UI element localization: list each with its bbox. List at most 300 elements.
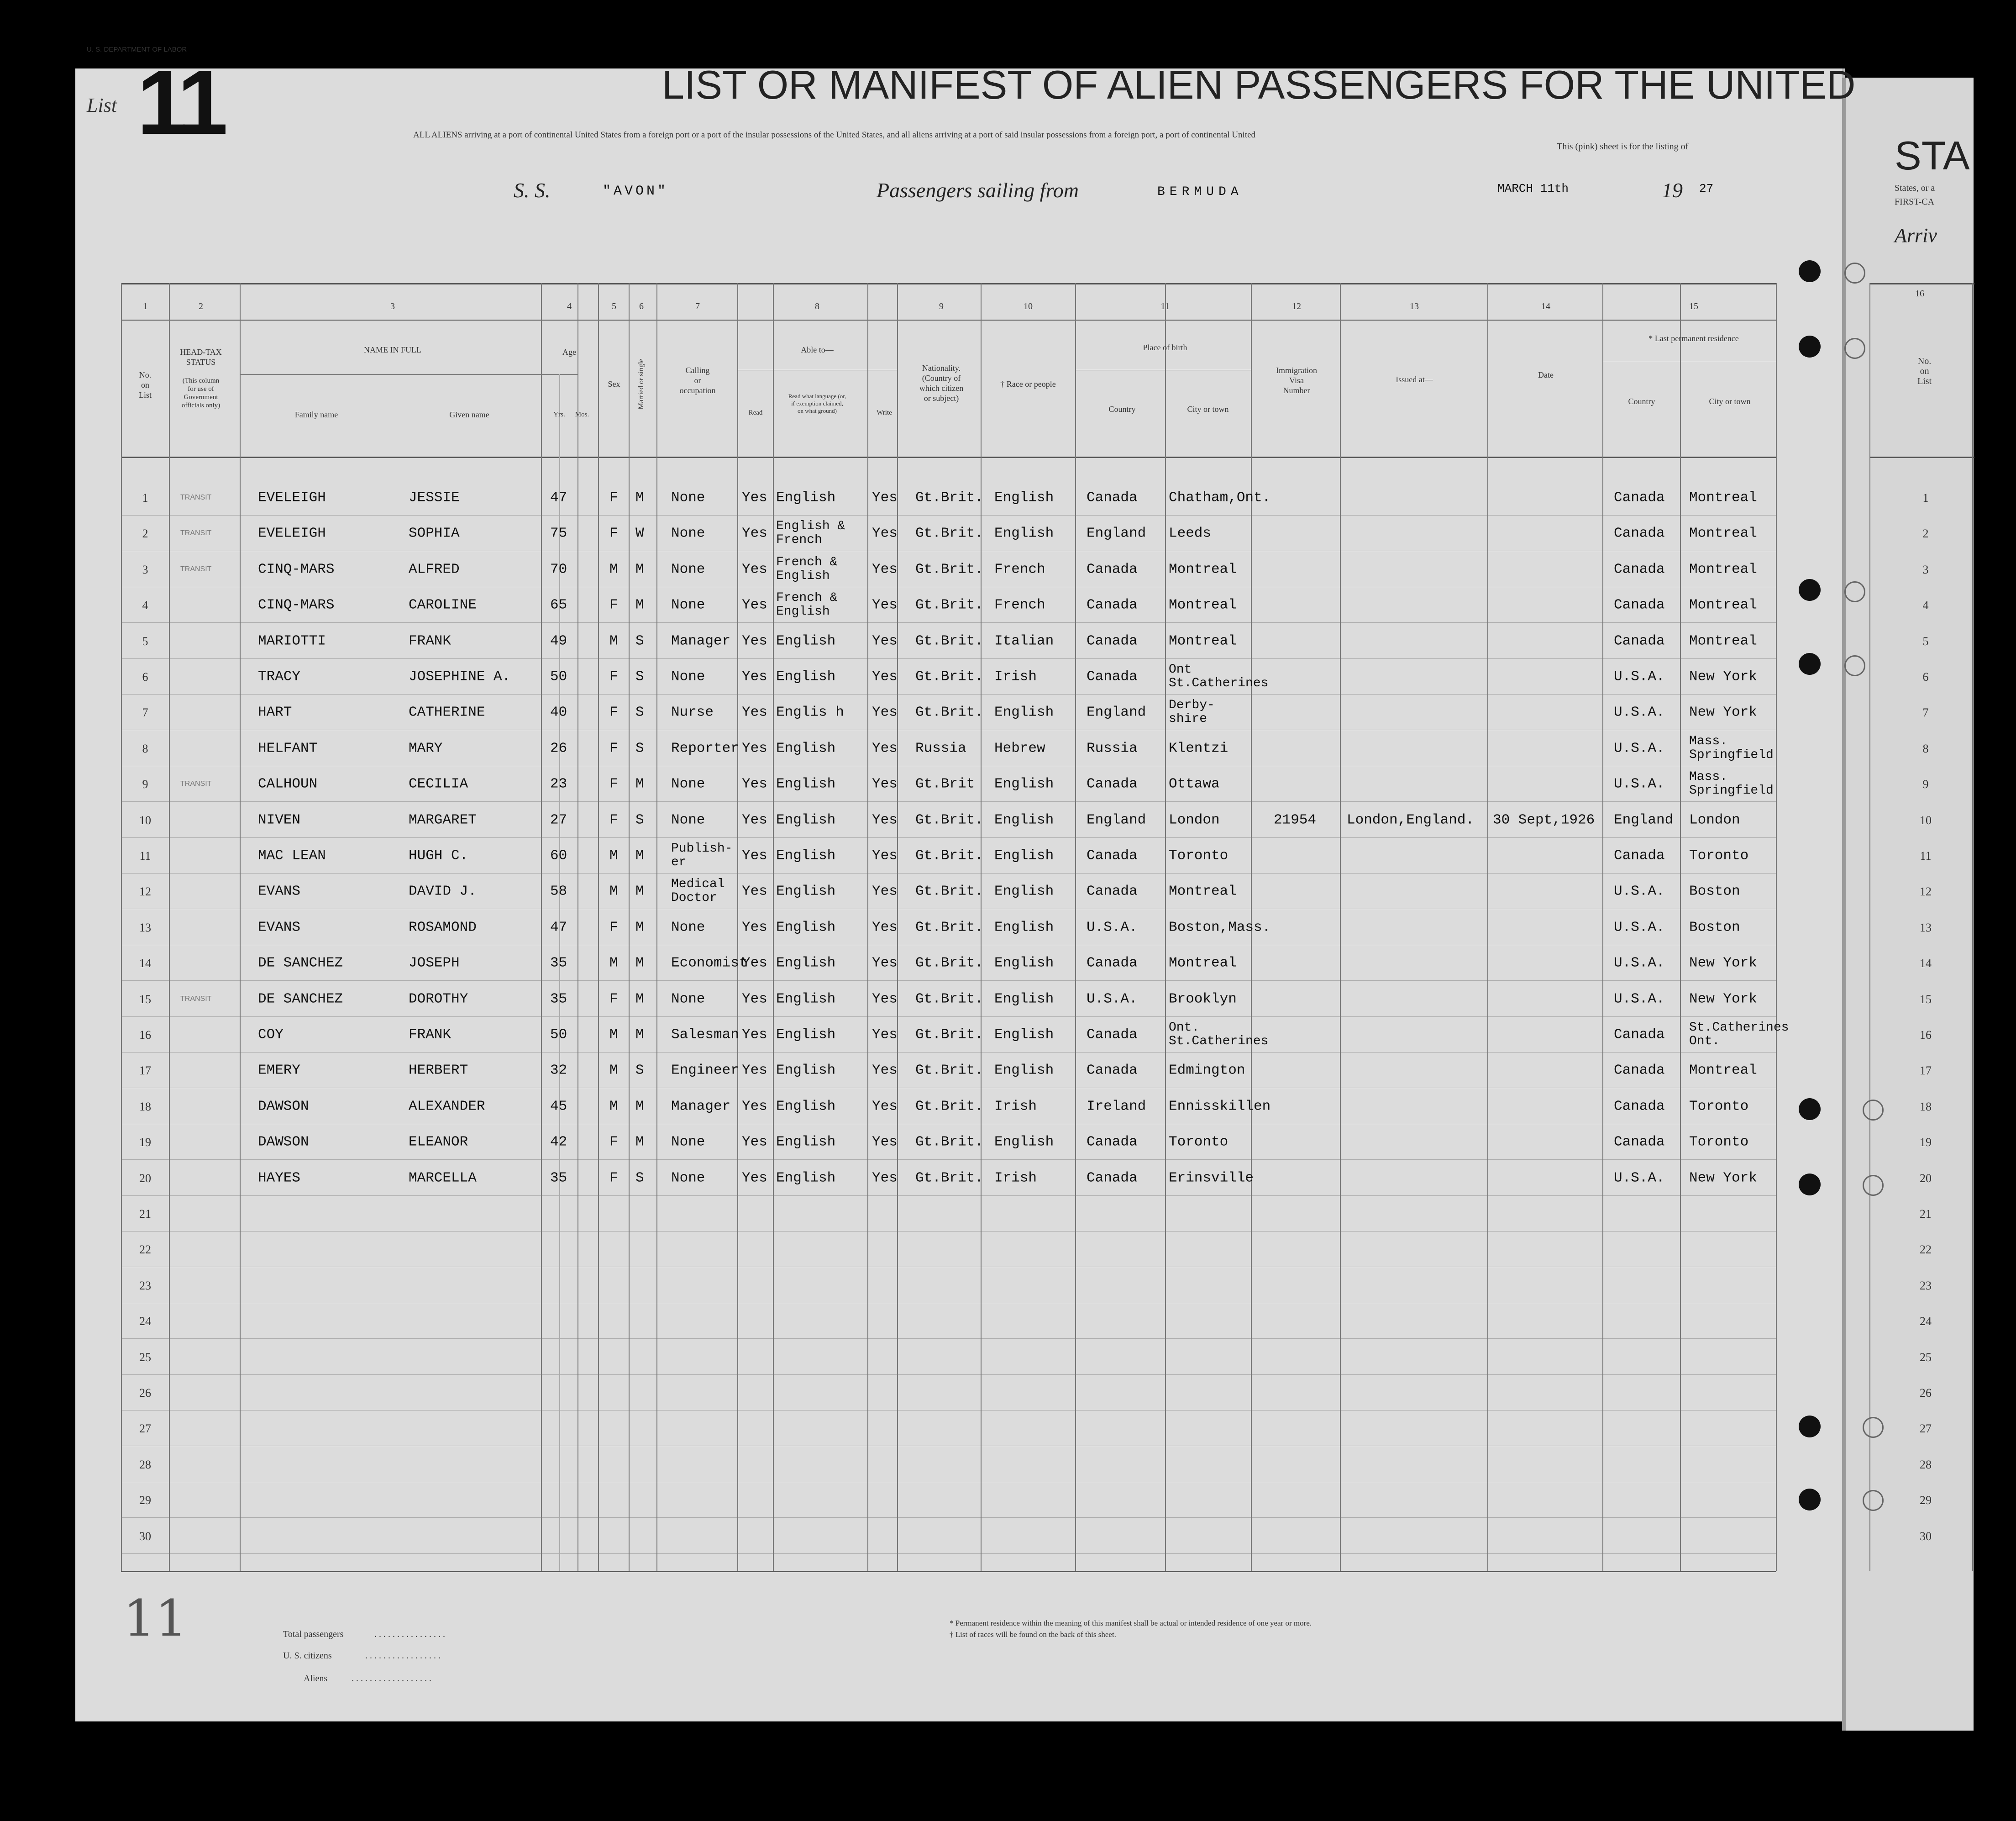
marital-status-cell: S xyxy=(635,1170,644,1186)
read-cell: Yes xyxy=(742,919,767,936)
column-rule xyxy=(541,283,542,1571)
row-number: 18 xyxy=(139,1100,151,1113)
language-cell: English xyxy=(776,740,836,757)
column-number: 3 xyxy=(390,301,395,311)
age-cell: 47 xyxy=(550,919,567,936)
marital-status-cell: M xyxy=(635,597,644,613)
birth-city-cell: Klentzi xyxy=(1169,740,1228,757)
hdr-name-in-full: NAME IN FULL xyxy=(364,345,421,354)
punch-hole-ring xyxy=(1844,338,1865,359)
residence-country-cell: England xyxy=(1614,812,1674,828)
column-rule xyxy=(1075,283,1076,1571)
punch-hole-ring xyxy=(1863,1175,1884,1196)
sex-cell: M xyxy=(609,1062,618,1079)
occupation-cell: Nurse xyxy=(671,704,714,721)
race-cell: English xyxy=(994,919,1054,936)
hdr-sex: Sex xyxy=(608,379,620,389)
residence-city-cell: New York xyxy=(1689,704,1757,721)
list-number: 11 xyxy=(137,52,223,153)
hdr-visa: Immigration Visa Number xyxy=(1276,366,1317,395)
family-name-cell: HART xyxy=(258,704,292,721)
given-name-cell: CECILIA xyxy=(409,776,468,792)
residence-country-cell: Canada xyxy=(1614,1098,1665,1115)
birth-country-cell: Canada xyxy=(1087,1026,1138,1043)
us-citizens-label: U. S. citizens xyxy=(283,1651,332,1661)
hdr-no-on-list: No. on List xyxy=(138,370,152,400)
aliens-label: Aliens xyxy=(304,1674,328,1684)
punch-hole-ring xyxy=(1844,263,1865,284)
marital-status-cell: M xyxy=(635,1026,644,1043)
read-cell: Yes xyxy=(742,955,767,971)
row-number: 11 xyxy=(139,849,151,863)
sex-cell: F xyxy=(609,597,618,613)
head-tax-cell: TRANSIT xyxy=(180,529,212,537)
race-cell: Irish xyxy=(994,668,1037,685)
birth-city-cell: Erinsville xyxy=(1169,1170,1254,1186)
given-name-cell: FRANK xyxy=(409,1026,452,1043)
sex-cell: F xyxy=(609,489,618,506)
row-rule xyxy=(121,1374,1776,1375)
column-rule xyxy=(773,283,774,1571)
row-rule xyxy=(121,658,1776,659)
occupation-cell: None xyxy=(671,489,705,506)
ship-prefix: S. S. xyxy=(514,179,551,202)
family-name-cell: CALHOUN xyxy=(258,776,318,792)
birth-country-cell: Canada xyxy=(1087,489,1138,506)
family-name-cell: MAC LEAN xyxy=(258,847,326,864)
family-name-cell: CINQ-MARS xyxy=(258,597,335,613)
subtitle-line-1: ALL ALIENS arriving at a port of continental United States from a foreign port or a port of the insular possessions of the United States, and all aliens arriving at a port of said insular possessions from a foreign port, a port of continental United xyxy=(413,130,1256,140)
punch-hole xyxy=(1799,1098,1821,1120)
write-cell: Yes xyxy=(872,1098,898,1115)
side-row-number: 9 xyxy=(1922,778,1929,791)
punch-hole-ring xyxy=(1863,1490,1884,1511)
birth-city-cell: Montreal xyxy=(1169,883,1237,900)
side-row-number: 6 xyxy=(1922,670,1929,684)
language-cell: English xyxy=(776,1098,836,1115)
read-cell: Yes xyxy=(742,525,767,542)
column-rule xyxy=(1487,283,1488,1571)
residence-country-cell: Canada xyxy=(1614,525,1665,542)
head-tax-cell: TRANSIT xyxy=(180,494,212,501)
hdr-issued-at: Issued at— xyxy=(1396,375,1433,384)
language-cell: English xyxy=(776,489,836,506)
read-cell: Yes xyxy=(742,668,767,685)
residence-city-cell: Mass. Springfield xyxy=(1689,770,1774,798)
given-name-cell: MARY xyxy=(409,740,443,757)
side-row-number: 11 xyxy=(1920,849,1932,863)
punch-hole xyxy=(1799,1489,1821,1510)
row-number: 19 xyxy=(139,1136,151,1149)
birth-country-cell: Ireland xyxy=(1087,1098,1146,1115)
read-cell: Yes xyxy=(742,1134,767,1150)
list-label: List xyxy=(87,94,117,116)
residence-country-cell: Canada xyxy=(1614,1026,1665,1043)
marital-status-cell: M xyxy=(635,1134,644,1150)
footer-dots-2: . . . . . . . . . . . . . . . . . xyxy=(365,1651,441,1661)
given-name-cell: HERBERT xyxy=(409,1062,468,1079)
row-rule xyxy=(121,694,1776,695)
language-cell: English xyxy=(776,919,836,936)
read-cell: Yes xyxy=(742,847,767,864)
hdr-family-name: Family name xyxy=(294,410,338,419)
punch-hole-ring xyxy=(1844,655,1865,676)
read-cell: Yes xyxy=(742,883,767,900)
grid-rule xyxy=(121,320,1776,321)
hdr-res-country: Country xyxy=(1628,397,1655,406)
birth-city-cell: Montreal xyxy=(1169,955,1237,971)
birth-city-cell: Edmington xyxy=(1169,1062,1245,1079)
side-row-number: 28 xyxy=(1920,1458,1932,1471)
sex-cell: F xyxy=(609,704,618,721)
side-page-sub2: FIRST-CA xyxy=(1895,197,1935,207)
birth-city-cell: Montreal xyxy=(1169,561,1237,578)
race-cell: English xyxy=(994,847,1054,864)
birth-country-cell: Canada xyxy=(1087,1170,1138,1186)
page-title: LIST OR MANIFEST OF ALIEN PASSENGERS FOR THE UNITED xyxy=(662,62,1856,107)
given-name-cell: ELEANOR xyxy=(409,1134,468,1150)
ship-name: "AVON" xyxy=(603,184,669,199)
side-row-number: 27 xyxy=(1920,1422,1932,1436)
grid-rule xyxy=(121,457,1776,458)
birth-city-cell: Ont St.Catherines xyxy=(1169,663,1269,690)
residence-country-cell: U.S.A. xyxy=(1614,991,1665,1007)
language-cell: English & French xyxy=(776,519,845,547)
language-cell: French & English xyxy=(776,591,838,619)
nationality-cell: Gt.Brit. xyxy=(915,991,983,1007)
marital-status-cell: S xyxy=(635,812,644,828)
residence-city-cell: London xyxy=(1689,812,1740,828)
side-row-number: 23 xyxy=(1920,1279,1932,1292)
birth-city-cell: Montreal xyxy=(1169,633,1237,649)
given-name-cell: SOPHIA xyxy=(409,525,460,542)
age-cell: 27 xyxy=(550,812,567,828)
residence-country-cell: Canada xyxy=(1614,1134,1665,1150)
punch-hole-ring xyxy=(1844,581,1865,602)
write-cell: Yes xyxy=(872,704,898,721)
row-rule xyxy=(121,1231,1776,1232)
age-cell: 35 xyxy=(550,1170,567,1186)
side-row-number: 30 xyxy=(1920,1529,1932,1543)
sex-cell: F xyxy=(609,776,618,792)
birth-country-cell: Canada xyxy=(1087,1062,1138,1079)
head-tax-cell: TRANSIT xyxy=(180,780,212,788)
language-cell: English xyxy=(776,812,836,828)
marital-status-cell: S xyxy=(635,704,644,721)
race-cell: English xyxy=(994,991,1054,1007)
age-cell: 26 xyxy=(550,740,567,757)
side-row-number: 18 xyxy=(1920,1100,1932,1113)
hdr-yrs: Yrs. xyxy=(553,411,565,418)
nationality-cell: Gt.Brit xyxy=(915,776,975,792)
column-rule xyxy=(559,374,560,1571)
language-cell: English xyxy=(776,1062,836,1079)
row-number: 6 xyxy=(142,670,148,684)
residence-country-cell: U.S.A. xyxy=(1614,668,1665,685)
write-cell: Yes xyxy=(872,633,898,649)
family-name-cell: COY xyxy=(258,1026,284,1043)
sailing-label: Passengers sailing from xyxy=(877,179,1079,202)
write-cell: Yes xyxy=(872,991,898,1007)
occupation-cell: Manager xyxy=(671,633,731,649)
side-row-number: 16 xyxy=(1920,1028,1932,1042)
write-cell: Yes xyxy=(872,847,898,864)
race-cell: English xyxy=(994,525,1054,542)
age-cell: 35 xyxy=(550,991,567,1007)
occupation-cell: Manager xyxy=(671,1098,731,1115)
port-name: BERMUDA xyxy=(1157,185,1243,199)
row-number: 17 xyxy=(139,1064,151,1078)
hdr-write: Write xyxy=(877,409,892,416)
column-rule xyxy=(1340,283,1341,1571)
row-number: 5 xyxy=(142,634,148,648)
race-cell: English xyxy=(994,812,1054,828)
occupation-cell: None xyxy=(671,812,705,828)
language-cell: English xyxy=(776,668,836,685)
nationality-cell: Gt.Brit. xyxy=(915,668,983,685)
race-cell: English xyxy=(994,489,1054,506)
birth-city-cell: Derby- shire xyxy=(1169,698,1215,726)
birth-city-cell: Ont. St.Catherines xyxy=(1169,1021,1269,1048)
given-name-cell: ALEXANDER xyxy=(409,1098,485,1115)
occupation-cell: None xyxy=(671,597,705,613)
column-rule xyxy=(1602,283,1603,1571)
write-cell: Yes xyxy=(872,919,898,936)
language-cell: English xyxy=(776,776,836,792)
marital-status-cell: M xyxy=(635,1098,644,1115)
birth-city-cell: Toronto xyxy=(1169,1134,1228,1150)
subtitle-line-2: This (pink) sheet is for the listing of xyxy=(1557,142,1689,152)
side-row-number: 20 xyxy=(1920,1171,1932,1185)
occupation-cell: None xyxy=(671,776,705,792)
punch-hole xyxy=(1799,260,1821,282)
row-number: 26 xyxy=(139,1386,151,1400)
given-name-cell: ROSAMOND xyxy=(409,919,477,936)
sex-cell: F xyxy=(609,1170,618,1186)
marital-status-cell: M xyxy=(635,847,644,864)
residence-country-cell: Canada xyxy=(1614,489,1665,506)
column-number: 4 xyxy=(567,301,572,311)
residence-city-cell: Toronto xyxy=(1689,847,1749,864)
hdr-birth-country: Country xyxy=(1108,405,1136,414)
row-number: 16 xyxy=(139,1028,151,1042)
family-name-cell: MARIOTTI xyxy=(258,633,326,649)
marital-status-cell: S xyxy=(635,668,644,685)
given-name-cell: MARGARET xyxy=(409,812,477,828)
row-rule xyxy=(121,1553,1776,1554)
age-cell: 70 xyxy=(550,561,567,578)
birth-country-cell: U.S.A. xyxy=(1087,991,1138,1007)
birth-city-cell: Leeds xyxy=(1169,525,1212,542)
write-cell: Yes xyxy=(872,812,898,828)
age-cell: 50 xyxy=(550,1026,567,1043)
residence-country-cell: Canada xyxy=(1614,597,1665,613)
side-row-number: 17 xyxy=(1920,1064,1932,1078)
marital-status-cell: S xyxy=(635,740,644,757)
column-rule xyxy=(656,283,657,1571)
race-cell: French xyxy=(994,561,1045,578)
residence-country-cell: U.S.A. xyxy=(1614,1170,1665,1186)
write-cell: Yes xyxy=(872,955,898,971)
birth-country-cell: Canada xyxy=(1087,597,1138,613)
given-name-cell: JESSIE xyxy=(409,489,460,506)
side-row-number: 22 xyxy=(1920,1243,1932,1257)
hdr-head-tax-note: (This column for use of Government officials only) xyxy=(181,377,220,409)
birth-country-cell: Canada xyxy=(1087,776,1138,792)
year-prefix: 19 xyxy=(1662,179,1683,202)
row-number: 10 xyxy=(139,813,151,827)
family-name-cell: DAWSON xyxy=(258,1098,309,1115)
birth-country-cell: England xyxy=(1087,525,1146,542)
family-name-cell: TRACY xyxy=(258,668,301,685)
side-page-header: No. on List xyxy=(1917,356,1932,386)
residence-country-cell: U.S.A. xyxy=(1614,776,1665,792)
marital-status-cell: M xyxy=(635,489,644,506)
row-rule xyxy=(121,837,1776,838)
residence-city-cell: New York xyxy=(1689,991,1757,1007)
occupation-cell: Salesman xyxy=(671,1026,739,1043)
write-cell: Yes xyxy=(872,668,898,685)
age-cell: 32 xyxy=(550,1062,567,1079)
column-rule xyxy=(737,283,738,1571)
age-cell: 50 xyxy=(550,668,567,685)
column-number: 8 xyxy=(815,301,819,311)
family-name-cell: DE SANCHEZ xyxy=(258,991,343,1007)
side-row-number: 25 xyxy=(1920,1350,1932,1364)
column-number: 2 xyxy=(199,301,203,311)
residence-city-cell: Boston xyxy=(1689,919,1740,936)
residence-country-cell: U.S.A. xyxy=(1614,919,1665,936)
row-rule xyxy=(121,873,1776,874)
residence-country-cell: Canada xyxy=(1614,1062,1665,1079)
residence-city-cell: New York xyxy=(1689,668,1757,685)
residence-city-cell: Mass. Springfield xyxy=(1689,734,1774,762)
nationality-cell: Gt.Brit. xyxy=(915,1098,983,1115)
grid-rule xyxy=(1869,283,1974,284)
write-cell: Yes xyxy=(872,776,898,792)
nationality-cell: Gt.Brit. xyxy=(915,883,983,900)
family-name-cell: EVANS xyxy=(258,919,301,936)
sex-cell: M xyxy=(609,1098,618,1115)
birth-country-cell: Canada xyxy=(1087,955,1138,971)
language-cell: French & English xyxy=(776,555,838,583)
given-name-cell: ALFRED xyxy=(409,561,460,578)
sex-cell: M xyxy=(609,1026,618,1043)
nationality-cell: Russia xyxy=(915,740,966,757)
residence-city-cell: Montreal xyxy=(1689,561,1757,578)
write-cell: Yes xyxy=(872,597,898,613)
column-number: 7 xyxy=(695,301,700,311)
footnote-races: † List of races will be found on the back of this sheet. xyxy=(950,1630,1116,1639)
age-cell: 75 xyxy=(550,525,567,542)
column-rule xyxy=(1165,283,1166,1571)
sex-cell: F xyxy=(609,668,618,685)
hdr-res-city: City or town xyxy=(1709,397,1751,406)
punch-hole-ring xyxy=(1863,1100,1884,1121)
read-cell: Yes xyxy=(742,1062,767,1079)
punch-hole-ring xyxy=(1863,1417,1884,1438)
birth-city-cell: London xyxy=(1169,812,1220,828)
footer-dots-3: . . . . . . . . . . . . . . . . . . xyxy=(352,1674,431,1684)
read-cell: Yes xyxy=(742,812,767,828)
hdr-last-residence: * Last permanent residence xyxy=(1648,334,1739,343)
side-row-number: 5 xyxy=(1922,634,1929,648)
head-tax-cell: TRANSIT xyxy=(180,565,212,573)
hdr-head-tax: HEAD-TAX STATUS xyxy=(180,347,222,367)
residence-city-cell: Montreal xyxy=(1689,489,1757,506)
age-cell: 49 xyxy=(550,633,567,649)
age-cell: 40 xyxy=(550,704,567,721)
column-rule xyxy=(629,283,630,1571)
birth-city-cell: Toronto xyxy=(1169,847,1228,864)
total-passengers-label: Total passengers xyxy=(283,1629,344,1639)
residence-city-cell: Toronto xyxy=(1689,1134,1749,1150)
sex-cell: M xyxy=(609,561,618,578)
sex-cell: F xyxy=(609,740,618,757)
hdr-race: † Race or people xyxy=(1000,379,1056,389)
nationality-cell: Gt.Brit. xyxy=(915,1170,983,1186)
occupation-cell: Publish- er xyxy=(671,842,733,869)
sex-cell: F xyxy=(609,812,618,828)
occupation-cell: None xyxy=(671,561,705,578)
sex-cell: F xyxy=(609,919,618,936)
grid-rule xyxy=(121,283,1776,284)
write-cell: Yes xyxy=(872,1170,898,1186)
sex-cell: F xyxy=(609,525,618,542)
footnote-residence: * Permanent residence within the meaning of this manifest shall be actual or intended residence of one year or more. xyxy=(950,1619,1312,1627)
nationality-cell: Gt.Brit. xyxy=(915,919,983,936)
age-cell: 42 xyxy=(550,1134,567,1150)
age-cell: 47 xyxy=(550,489,567,506)
family-name-cell: EVELEIGH xyxy=(258,489,326,506)
read-cell: Yes xyxy=(742,740,767,757)
write-cell: Yes xyxy=(872,740,898,757)
read-cell: Yes xyxy=(742,776,767,792)
row-number: 8 xyxy=(142,742,148,755)
sex-cell: M xyxy=(609,633,618,649)
language-cell: Englis h xyxy=(776,704,844,721)
age-cell: 45 xyxy=(550,1098,567,1115)
residence-country-cell: U.S.A. xyxy=(1614,704,1665,721)
column-number: 9 xyxy=(939,301,944,311)
hdr-nationality: Nationality. (Country of which citizen or subject) xyxy=(919,363,964,403)
birth-country-cell: Russia xyxy=(1087,740,1138,757)
write-cell: Yes xyxy=(872,1026,898,1043)
column-number: 14 xyxy=(1541,301,1550,311)
read-cell: Yes xyxy=(742,991,767,1007)
row-rule xyxy=(121,1338,1776,1339)
residence-city-cell: Montreal xyxy=(1689,1062,1757,1079)
residence-city-cell: St.Catherines Ont. xyxy=(1689,1021,1789,1048)
column-number: 12 xyxy=(1292,301,1301,311)
row-number: 3 xyxy=(142,563,148,576)
column-rule xyxy=(1972,283,1973,1571)
column-rule xyxy=(867,283,868,1571)
birth-country-cell: U.S.A. xyxy=(1087,919,1138,936)
sex-cell: F xyxy=(609,1134,618,1150)
nationality-cell: Gt.Brit. xyxy=(915,1134,983,1150)
side-row-number: 13 xyxy=(1920,921,1932,934)
subheader-rule xyxy=(240,374,541,375)
age-cell: 58 xyxy=(550,883,567,900)
birth-country-cell: Canada xyxy=(1087,633,1138,649)
column-rule xyxy=(1869,283,1870,1571)
punch-hole xyxy=(1799,1416,1821,1437)
column-number: 13 xyxy=(1410,301,1419,311)
side-page-colnum: 16 xyxy=(1915,289,1924,299)
nationality-cell: Gt.Brit. xyxy=(915,1026,983,1043)
hdr-read-lang: Read what language (or, if exemption claimed, on what ground) xyxy=(788,393,846,414)
